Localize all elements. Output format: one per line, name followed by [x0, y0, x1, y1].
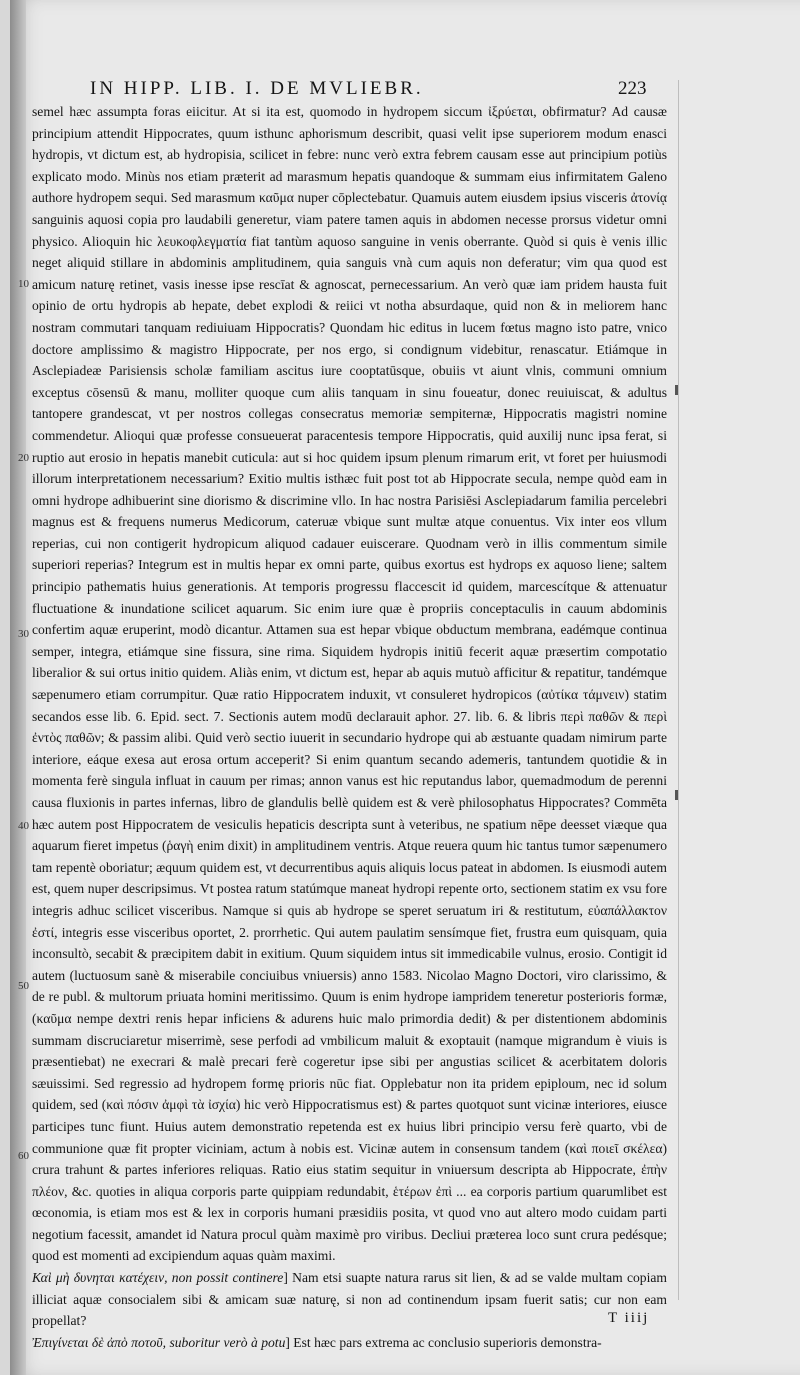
commentary-text — [32, 101, 667, 1353]
book-page — [10, 0, 800, 1375]
margin-mark — [675, 385, 678, 395]
margin-line-number: 40 — [18, 820, 29, 832]
margin-mark — [675, 790, 678, 800]
margin-line-number: 50 — [18, 980, 29, 992]
right-margin-edge — [678, 80, 679, 1300]
commentary-paragraph: semel hæc assumpta foras eiicitur. At si ita est, quomodo in hydropem siccum ἰξρύεται, obfirmatur? Ad causæ principium attendit Hippocrates, quum isthunc aphorismum describit, quasi velit ipse superiorem modum enasci hydropis, vt dictum est, ab hydropisia, scilicet in febre: nunc verò extra febrem causam esse aut principium potiùs explicato modo. Minùs nos etiam præterit ad marasmum hepatis quandoque & summam eius infirmitatem Galeno authore hydropem sequi. Sed marasmum καῦμα nuper cōplectebatur. Quamuis autem eiusdem ipsius visceris ἀτονίᾳ sanguinis aquosi copia pro laudabili generetur, viam patere tamen aquis in abdomen necesse prorsus videtur omni physico. Alioquin hic λευκοφλεγματία fiat tantùm aquoso sanguine in venis oberrante. Quòd si quis è venis illic neget aliquid stillare in abdominis amplitudinem, quia sanguis vnà cum aquis non deferatur; vim qua quod est amicum naturę retinet, vasis inesse ipse rescīat & agnoscat, pernecessarium. An verò quæ iam pridem hausta fuit opinio de ortu hydropis ab hepate, debet explodi & reiici vt notha absurdaque, quid non & in meliorem hanc nostram commutari tanquam rediuiuam Hippocratis? Quondam hic editus in lucem fœtus magno isto patre, vnico doctore amplissimo & magistro Hippocrate, per nos ergo, si condignum videbitur, renascatur. Etiámque in Asclepiadeæ Parisiensis scholæ familiam ascitus iure cooptatūsque, obuiis vt aiunt vlnis, communi omnium exceptus cōsensū & manu, molliter quoque cum aliis tanquam in sinu foueatur, donec reuiuiscat, & adultus tantopere grandescat, vt per nostros collegas consecratus memoriæ sempiternæ, Hippocratis magistri nomine commendetur. Alioqui quæ professe consueuerat paracentesis tempore Hippocratis, quid auxilij nunc ipsa ferat, si ruptio aut erosio in hepatis manebit cuticula: aut si hoc quidem ipsum plenum rimarum erit, vt foret per huiusmodi illorum interpretationem necessarium? Exitio multis isthæc fuit post tot ab Hippocrate secula, nempe quòd eam in omni hydrope adhibuerint sine diorismo & discrimine vllo. In hac nostra Parisiēsi Asclepiadarum familia percelebri magnus est & frequens numerus Medicorum, cateruæ vbique sunt multæ atque conuentus. Vix inter eos vllum reperias, cui non contigerit hydropicum aliquod cadauer euiscerare. Quodnam verò in illis commentum simile superiori reperias? Integrum est in multis hepar ex omni parte, quibus exortus est hydrops ex aquoso liene; saltem principio pathematis huius generationis. At temporis progressu flaccescit id quidem, marcescítque & attenuatur fluctuatione & inundatione scilicet aquarum. Sic enim iure quæ è propriis conceptaculis in cauum abdominis confertim aquæ eruperint, modò dicantur. Attamen sua est hepar vbique obductum membrana, eadémque continua semper, integra, etiámque sine fissura, sine rima. Siquidem hydropis initiū fecerit aquæ præsertim compotatio liberalior & sui ortus initio quidem. Aliàs enim, vt dictum est, hepar ab aquis mutuò afficitur & repatitur, tandémque sæpenumero etiam corrumpitur. Quæ ratio Hippocratem induxit, vt consuleret hydropicos (αὐτίκα τάμνειν) statim secandos esse lib. 6. Epid. sect. 7. Sectionis autem modū declarauit aphor. 27. lib. 6. & libris περὶ παθῶν & περὶ ἐντὸς παθῶν; & passim alibi. Quid verò sectio iuuerit in secundario hydrope qui ab æstuante quadam nimirum parte interiore, eáque exesa aut erosa ortum acceperit? Si enim quantum secando ademeris, tantundem quotidie & in momenta ferè singula influat in cauum per rimas; annon vanus est hic reputandus labor, quemadmodum de perenni causa fluxionis in partes infernas, libro de glandulis bellè quidem est & verè philosophatus Hippocrates? Commēta hæc autem post Hippocratem de vesiculis hepaticis descripta sunt à veteribus, ne spatium nēpe deesset viæque qua aquarum fieret impetus (ῥαγὴ enim dixit) in amplitudinem ventris. Atque reuera quum hic tantus tumor sæpenumero tam repentè oboriatur; æquum quidem est, vt decurrentibus aquis aliquis locus pateat in abdomen. Is eiusmodi autem est, quem nuper descripsimus. Vt postea ratum statúmque maneat hydropi repente orto, sectionem statim ex vsu fore integris adhuc scilicet visceribus. Namque si quis ab hydrope se speret seruatum iri & restitutum, εὐαπάλλακτον ἐστί, integris esse visceribus oportet, 2. prorrhetic. Qui autem paulatim sensímque fiet, frustra eum quisquam, quia inconsultò, secabit & præcipitem dabit in exitium. Quum siquidem intus sit immedicabile vulnus, erosio. Contigit id autem (luctuosum sanè & miserabile conciuibus vniuersis) anno 1583. Nicolao Magno Doctori, viro clarissimo, & de re publ. & multorum priuata homini meritissimo. Quum is enim hydrope iampridem teneretur posterioris formæ, (καῦμα nempe dextri renis hepar inficiens & adurens huic malo primordia dedit) & per distentionem abdominis summam discruciaretur miserrimè, sese perfodi ad vmbilicum maluit & exoptauit (namque migrandum è viuis is præsentiebat) ne execrari & malè precari ferè cogeretur ipse sibi per angustias scilicet & acerbitatem doloris sæuissimi. Sed regressio ad hydropem formę prioris nūc fiat. Opplebatur non ita pridem epiploum, nec id solum quidem, sed (καὶ πόσιν ἀμφὶ τὰ ἰσχία) hic verò Hippocratismus est) & partes quotquot sunt vicinæ interiores, eiusce participes tunc fiunt. Huius autem demonstratio repetenda est ex huius libri principio versu ferè quarto, vbi de communione quæ fit propter viciniam, actum à nobis est. Vicinæ autem in consensum tandem (καὶ ποιεῖ σκέλεα) crura trahunt & partes inferiores reliquas. Ratio eius statim sequitur in vniuersum descripta ab Hippocrate, ἐπὴν πλέον, &c. quoties in aliqua corporis parte quippiam redundabit, ἑτέρων ἐπὶ ... ea corporis partium quarumlibet est œconomia, is etiam mos est & lex in corporis humani præsidiis posita, vt quod vno aut altero modo cuidam parti negotium facessit, amandet id Natura procul quàm maximè pro viribus. Decliui præterea loco sunt crura pedésque; quod est momenti ad excipiendum aquas quàm maximi. — [32, 104, 667, 1264]
lemma-body: ] Nam etsi suapte natura rarus sit lien, & ad se valde multam copiam illiciat aquæ consocialem sibi & amicam suæ naturę, si non ad continendum ipsam fuerit satis; cur non eam propellat? — [32, 1270, 667, 1329]
lemma-heading: Ἐπιγίνεται δὲ ἀπὸ ποτοῦ, suboritur verò à potu — [32, 1334, 286, 1350]
page-header — [10, 78, 800, 100]
lemma-paragraph — [32, 1332, 667, 1354]
lemma-paragraph — [32, 1267, 667, 1332]
lemma-heading: Καὶ μὴ δυνηται κατέχειν, non possit continere — [32, 1270, 284, 1286]
margin-line-number: 60 — [18, 1150, 29, 1162]
page-number: 223 — [618, 78, 647, 99]
margin-line-number: 30 — [18, 628, 29, 640]
lemma-body: ] Est hæc pars extrema ac conclusio superioris demonstra- — [285, 1334, 602, 1350]
running-head: IN HIPP. LIB. I. DE MVLIEBR. — [90, 78, 424, 99]
margin-line-number: 10 — [18, 278, 29, 290]
page-gutter-shadow — [10, 0, 26, 1375]
margin-line-number: 20 — [18, 452, 29, 464]
signature-mark: T iiij — [608, 1310, 650, 1326]
